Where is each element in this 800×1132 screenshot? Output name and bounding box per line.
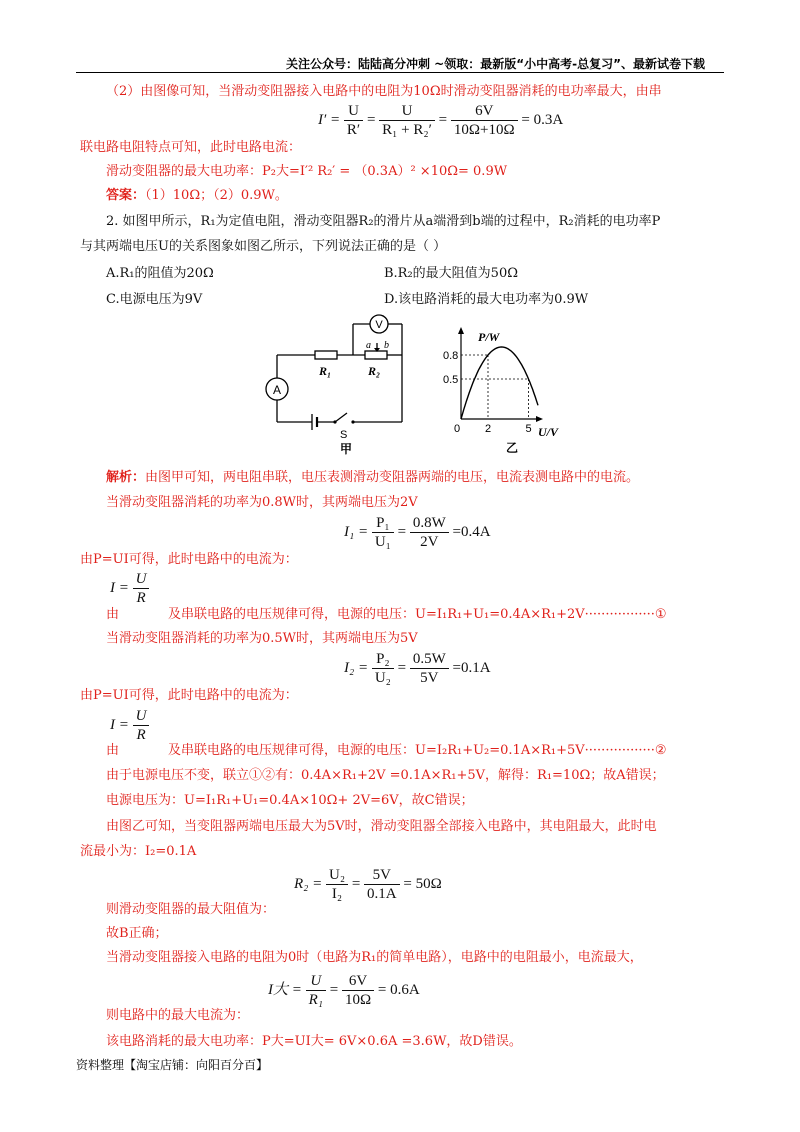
eq5-d2: 0.1A [367,886,397,902]
sol-line16: 该电路消耗的最大电功率：P大=UI大= 6V×0.6A =3.6W，故D错误。 [106,1034,522,1049]
eq3-n1: P₂ [372,650,394,669]
voltmeter-label: V [375,319,383,331]
eq3-lhs: I₂ = [344,659,369,676]
p1-line1: （2）由图像可知，当滑动变阻器接入电路中的电阻为10Ω时滑动变阻器消耗的电功率最大，由串 [106,84,662,99]
tick-label-x-2: 2 [485,423,492,435]
page-footer: 资料整理【淘宝店铺：向阳百分百】 [76,1058,269,1072]
q2-option-c: C.电源电压为9V [106,292,203,307]
sol-line6: 由P=UI可得，此时电路中的电流为： [80,688,298,703]
sol-line9: 电源电压为：U=I₁R₁+U₁=0.4A×10Ω+ 2V=6V，故C错误； [106,793,474,808]
sol-line3: 由P=UI可得，此时电路中的电流为： [80,552,298,567]
r1-label: R₁ [319,364,332,378]
sol-label: 解析： [106,470,146,485]
q2-option-b: B.R₂的最大阻值为50Ω [384,266,519,281]
eq5-result: = 50Ω [403,875,442,892]
sol-line7-pre: 由 [106,743,120,758]
eq3-d1: U₂ [374,670,391,686]
eq6-d1: R₁ [308,992,324,1008]
circuit-caption: 甲 [340,442,353,456]
q2-line1: 2. 如图甲所示，R₁为定值电阻，滑动变阻器R₂的滑片从a端滑到b端的过程中，R₂消耗的电功率P [106,214,661,229]
slider-b-label: b [384,340,389,351]
eq1-n2: 0.8W [410,514,449,533]
eq2-d: R [136,590,146,606]
p1-answer [106,184,288,203]
sol-line1 [106,466,639,485]
sol-line7: 及串联电路的电压规律可得，电源的电压：U=I₂R₁+U₂=0.1A×R₁+5V·················② [168,743,667,758]
answer-label: 答案： [106,188,146,203]
sol-line4-pre: 由 [106,607,120,622]
sol-eq1: I₁ = $\frac{\text{P₁}}{\text{U₁}}$ = $\frac{0.8W}{2V}$ =0.4A [344,515,491,550]
graph-xlabel: U/V [538,425,559,439]
header-divider [76,72,724,73]
switch-label: S [340,429,348,441]
sol-line5: 当滑动变阻器消耗的功率为0.5W时，其两端电压为5V [106,631,418,646]
circuit-diagram [255,310,415,460]
eq4-lhs: I = [110,716,129,733]
graph-caption: 乙 [506,441,519,455]
eq-f3-num: 6V [451,102,518,121]
resistor-r1 [315,351,337,359]
tick-label-y-0.8: 0.8 [443,350,459,362]
eq5-lhs: R₂ = [294,875,323,892]
eq2-n: U [133,570,150,589]
eq6-lhs: I大 = [268,981,302,998]
sol-line14: 当滑动变阻器接入电路的电阻为0时（电路为R₁的简单电路），电路中的电阻最小，电流最大， [106,950,643,965]
eq1-result: =0.4A [452,523,491,540]
power-voltage-graph [440,318,580,458]
eq2-lhs: I = [110,579,129,596]
tick-label-y-0.5: 0.5 [443,374,459,386]
tick-label-origin: 0 [454,423,461,435]
sol-line2: 当滑动变阻器消耗的功率为0.8W时，其两端电压为2V [106,495,418,510]
eq1-d1: U₁ [374,534,391,550]
eq-f1-num: U [344,102,363,121]
eq3-n2: 0.5W [410,650,449,669]
sol-line4: 及串联电路的电压规律可得，电源的电压：U=I₁R₁+U₁=0.4A×R₁+2V·················① [168,607,667,622]
r2-label: R₂ [368,364,381,378]
sol-line11: 流最小为：I₂=0.1A [80,844,197,859]
eq1-n1: P₁ [372,514,394,533]
resistor-r2 [365,351,387,359]
eq6-n1: U [306,972,326,991]
eq5-n2: 5V [364,866,400,885]
x-axis-arrow [536,416,543,422]
eq-f2-den: R₁ + R₂′ [382,122,432,138]
eq-f2-num: U [379,102,435,121]
sol-line1-text: 由图甲可知，两电阻串联，电压表测滑动变阻器两端的电压，电流表测电路中的电流。 [145,470,640,485]
power-curve [461,347,538,419]
eq5-n1: U₂ [326,866,348,885]
graph-ylabel: P/W [478,330,500,344]
eq-f3-den: 10Ω+10Ω [453,122,515,138]
eq3-d2: 5V [420,670,439,686]
eq6-d2: 10Ω [344,992,372,1008]
eq-f1-den: R′ [346,122,361,138]
eq4-n: U [133,707,150,726]
eq3-result: =0.1A [452,659,491,676]
q2-line2: 与其两端电压U的关系图象如图乙所示，下列说法正确的是（ ） [80,239,447,254]
page-header: 关注公众号：陆陆高分冲刺 ~领取：最新版“小中高考-总复习”、最新试卷下载 [286,57,705,71]
sol-line12: 则滑动变阻器的最大阻值为： [106,902,276,917]
sol-line8: 由于电源电压不变，联立①②有：0.4A×R₁+2V =0.1A×R₁+5V，解得：R₁=10Ω；故A错误； [106,768,665,783]
sol-eq3: I₂ = $\frac{\text{P₂}}{\text{U₂}}$ = $\frac{0.5W}{5V}$ =0.1A [344,651,491,686]
eq6-result: = 0.6A [377,981,420,998]
eq1-lhs: I₁ = [344,523,369,540]
sol-eq2 [110,570,149,607]
sol-eq5: R₂ = $\frac{\text{U₂}}{\text{I₂}}$ = $\frac{5V}{0.1A}$ = 50Ω [294,867,442,902]
eq-lhs: I′ = [318,111,341,128]
eq5-d1: I₂ [331,886,343,902]
p1-line3: 滑动变阻器的最大电功率：P₂大=I′² R₂′ = （0.3A）² ×10Ω= 0.9W [106,164,508,179]
p1-equation: I′ = $\frac{U}{R'}$ = $\frac{U}{\text{R₁ + R₂′}}$ = $\frac{6V}{10\Omega+10\Omega}$ = 0.3A [318,103,564,138]
eq1-d2: 2V [420,534,439,550]
ammeter-label: A [272,383,282,397]
y-axis-arrow [458,327,464,334]
p1-line2: 联电路电阻特点可知，此时电路电流： [80,140,302,155]
slider-a-label: a [366,340,371,351]
eq4-d: R [136,727,146,743]
q2-option-d: D.该电路消耗的最大电功率为0.9W [384,292,589,307]
tick-label-x-5: 5 [525,423,532,435]
q2-option-a: A.R₁的阻值为20Ω [106,266,214,281]
sol-line15: 则电路中的最大电流为： [106,1008,250,1023]
sol-line13: 故B正确； [106,926,168,941]
eq-result: = 0.3A [521,111,564,128]
answer-text: （1）10Ω；（2）0.9W。 [145,188,288,203]
eq6-n2: 6V [342,972,374,991]
sol-line10: 由图乙可知，当变阻器两端电压最大为5V时，滑动变阻器全部接入电路中，其电阻最大，此时电 [106,819,657,834]
sol-eq6: I大 = $\frac{U}{\text{R₁}}$ = $\frac{6V}{10\Omega}$ = 0.6A [268,973,420,1008]
